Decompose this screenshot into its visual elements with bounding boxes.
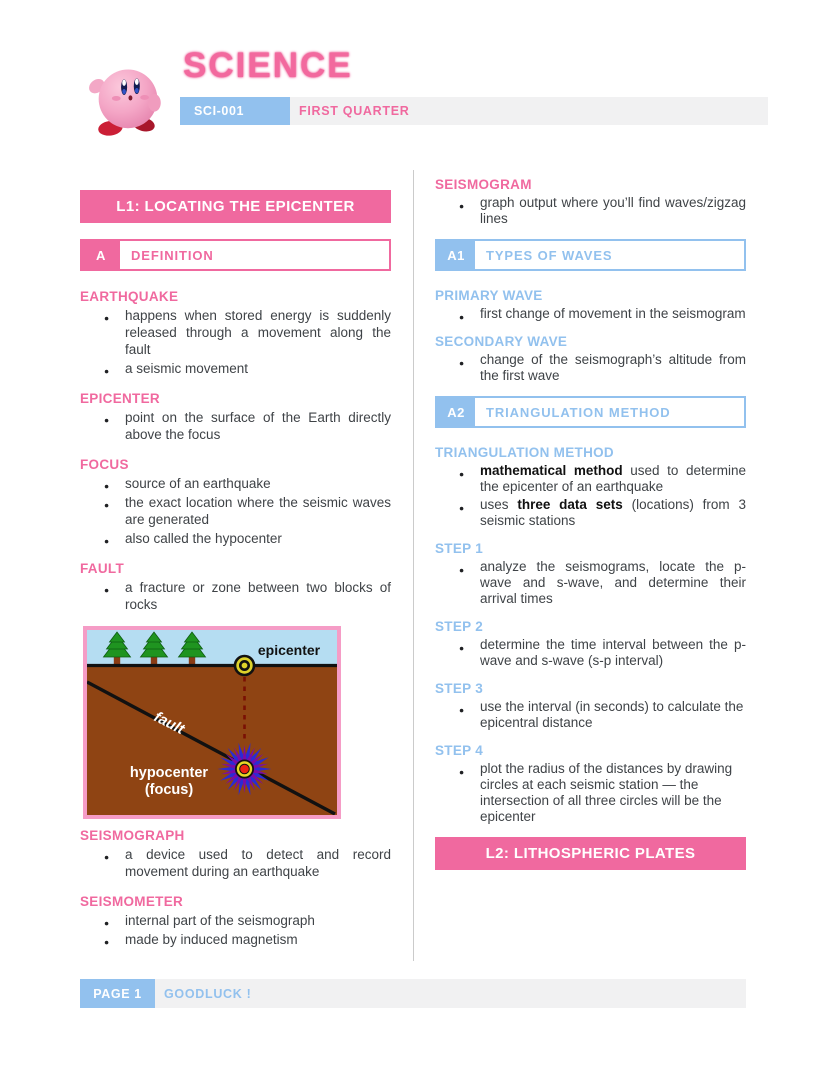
column-divider (413, 170, 414, 961)
bullet-item: ● the exact location where the seismic waves are generated (80, 494, 391, 528)
kirby-mascot (84, 50, 172, 138)
topic-seismometer (80, 893, 391, 948)
section-a2-badge: A2 (437, 398, 475, 426)
header-bar (180, 97, 768, 125)
footer-note: GOODLUCK ! (155, 979, 746, 1008)
topic-heading: SEISMOGRAM (435, 177, 532, 192)
section-header-a2 (435, 396, 746, 428)
section-a-badge: A (82, 241, 120, 269)
section-header-a1 (435, 239, 746, 271)
bullet-item: ● also called the hypocenter (80, 530, 391, 547)
seismogram-topics (435, 177, 746, 227)
bullet-list (435, 195, 746, 227)
bullet-item: ● analyze the seismograms, locate the p-wave and s-wave, and determine their arrival times (435, 559, 746, 607)
topic-focus (80, 456, 391, 547)
subject-code-badge: SCI-001 (180, 97, 290, 125)
bullet-item: ● determine the time interval between the p-wave and s-wave (s-p interval) (435, 637, 746, 669)
topic-fault (80, 560, 391, 613)
bullet-item: ● made by induced magnetism (80, 931, 391, 948)
bullet-item: ● a fracture or zone between two blocks of rocks (80, 579, 391, 613)
bullet-item: ● source of an earthquake (80, 475, 391, 492)
bullet-item: ● point on the surface of the Earth directly above the focus (80, 409, 391, 443)
bullet-item: ● mathematical method used to determine the epicenter of an earthquake (435, 463, 746, 495)
seismograph-topics (80, 827, 391, 948)
fault-label: fault (151, 708, 188, 738)
definition-topics (80, 288, 391, 613)
bullet-list (435, 699, 746, 731)
topic-step-3 (435, 681, 746, 731)
bullet-list (435, 559, 746, 607)
topic-step-2 (435, 619, 746, 669)
bullet-item: ● change of the seismograph’s altitude from the first wave (435, 352, 746, 384)
topic-step-1 (435, 541, 746, 607)
topic-heading: SEISMOGRAPH (80, 828, 185, 843)
earthquake-diagram (83, 626, 341, 819)
epicenter-label: epicenter (257, 642, 321, 658)
quarter-label: FIRST QUARTER (290, 97, 768, 125)
topic-epicenter (80, 390, 391, 443)
topic-seismograph (80, 827, 391, 880)
topic-heading: FOCUS (80, 457, 129, 472)
bullet-item: ● use the interval (in seconds) to calculate the epicentral distance (435, 699, 746, 731)
bullet-list (435, 352, 746, 384)
topic-earthquake (80, 288, 391, 377)
bullet-list (80, 912, 391, 948)
topic-heading: EARTHQUAKE (80, 289, 179, 304)
bullet-list (435, 306, 746, 322)
hypocenter-label: hypocenter (129, 765, 209, 781)
bullet-item: ● internal part of the seismograph (80, 912, 391, 929)
bullet-item: ● plot the radius of the distances by drawing circles at each seismic station — the intersection of all three circles will be the epicenter (435, 761, 746, 825)
page-footer (80, 979, 746, 1008)
topic-heading: STEP 4 (435, 743, 484, 758)
topic-primary-wave (435, 288, 746, 322)
topic-heading: STEP 2 (435, 619, 484, 634)
bullet-list (80, 409, 391, 443)
bullet-item: ● uses three data sets (locations) from 3 seismic stations (435, 497, 746, 529)
bullet-list (435, 761, 746, 825)
bullet-item: ● a device used to detect and record movement during an earthquake (80, 846, 391, 880)
section-a1-label: TYPES OF WAVES (486, 247, 613, 263)
page-number-badge: PAGE 1 (80, 979, 155, 1008)
bullet-list (80, 579, 391, 613)
content-columns (80, 170, 746, 961)
lesson-banner-l1: L1: LOCATING THE EPICENTER (80, 190, 391, 223)
left-column (80, 170, 391, 961)
topic-heading: FAULT (80, 561, 124, 576)
bullet-list (80, 307, 391, 377)
topic-heading: TRIANGULATION METHOD (435, 445, 614, 460)
focus-label: (focus) (144, 782, 194, 798)
bullet-list (80, 475, 391, 547)
topic-heading: SEISMOMETER (80, 894, 184, 909)
topic-secondary-wave (435, 334, 746, 384)
bullet-item: ● graph output where you’ll find waves/zigzag lines (435, 195, 746, 227)
lesson-banner-l2: L2: LITHOSPHERIC PLATES (435, 837, 746, 870)
section-a1-badge: A1 (437, 241, 475, 269)
topic-seismogram (435, 177, 746, 227)
page-title: SCIENCE (183, 46, 353, 85)
topic-heading: EPICENTER (80, 391, 160, 406)
section-header-a (80, 239, 391, 271)
triangulation-topics (435, 445, 746, 825)
section-a-label: DEFINITION (131, 247, 214, 263)
diagram-ground (87, 666, 337, 815)
bullet-list (435, 637, 746, 669)
bullet-list (80, 846, 391, 880)
bullet-item: ● happens when stored energy is suddenly released through a movement along the fault (80, 307, 391, 358)
topic-heading: STEP 1 (435, 541, 484, 556)
right-column (435, 170, 746, 961)
topic-step-4 (435, 743, 746, 825)
bullet-item: ● first change of movement in the seismogram (435, 306, 746, 322)
epicenter-marker (235, 656, 254, 675)
wave-topics (435, 288, 746, 384)
bullet-item: ● a seismic movement (80, 360, 391, 377)
topic-triangulation-method (435, 445, 746, 529)
bullet-list (435, 463, 746, 529)
section-a2-label: TRIANGULATION METHOD (486, 404, 671, 420)
topic-heading: SECONDARY WAVE (435, 334, 568, 349)
topic-heading: PRIMARY WAVE (435, 288, 543, 303)
topic-heading: STEP 3 (435, 681, 484, 696)
